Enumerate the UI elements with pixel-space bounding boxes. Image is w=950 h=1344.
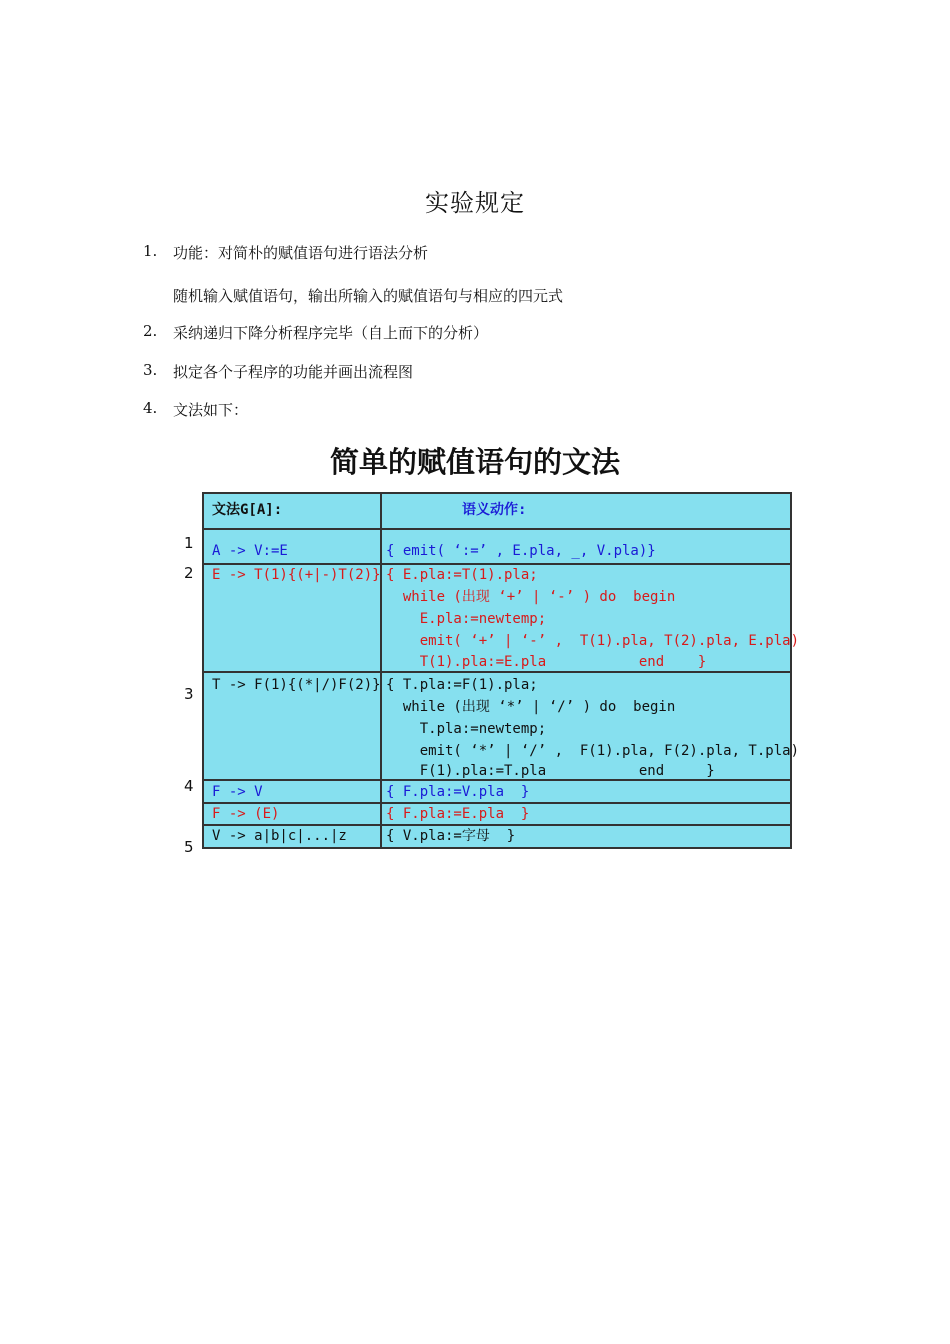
grammar-table (202, 492, 800, 849)
rule-number: 4 (184, 777, 194, 795)
list-item (143, 399, 249, 419)
list-text: 采纳递归下降分析程序完毕（自上而下的分析） (173, 324, 489, 342)
semantic-action-line: { E.pla:=T(1).pla; (386, 567, 538, 583)
header-grammar: 文法G[A]: (212, 502, 283, 518)
list-number: 2. (143, 322, 158, 340)
grammar-rule: A -> V:=E (212, 543, 288, 559)
rule-number: 2 (184, 564, 194, 582)
list-number: 4. (143, 399, 158, 417)
row-divider (204, 528, 790, 530)
rule-number: 3 (184, 685, 194, 703)
grammar-title: 简单的赋值语句的文法 (329, 445, 620, 479)
grammar-rule: F -> (E) (212, 806, 280, 822)
rule-number: 1 (184, 534, 194, 552)
list-item (143, 242, 429, 262)
semantic-action-line: emit( ‘+’ | ‘-’ , T(1).pla, T(2).pla, E.pla) (386, 633, 800, 649)
list-text: 拟定各个子程序的功能并画出流程图 (173, 363, 414, 381)
list-item (143, 361, 414, 381)
semantic-action-line: while (出现 ‘*’ | ‘/’ ) do begin (386, 699, 676, 715)
semantic-action-line: { V.pla:=字母 } (386, 828, 516, 844)
list-text: 功能：对简朴的赋值语句进行语法分析 (173, 244, 429, 262)
grammar-rule: T -> F(1){(*|/)F(2)} (212, 677, 381, 693)
semantic-action-line: { emit( ‘:=’ , E.pla, _, V.pla)} (386, 543, 656, 559)
semantic-action-line: F(1).pla:=T.pla end } (386, 763, 715, 779)
list-number: 3. (143, 361, 158, 379)
list-text: 文法如下： (173, 401, 249, 419)
semantic-action-line: T.pla:=newtemp; (386, 721, 547, 737)
semantic-action-line: T(1).pla:=E.pla end } (386, 654, 707, 670)
semantic-action-line: E.pla:=newtemp; (386, 611, 547, 627)
semantic-action-line: { T.pla:=F(1).pla; (386, 677, 538, 693)
semantic-action-line: { F.pla:=E.pla } (386, 806, 530, 822)
list-item (143, 322, 489, 342)
list-text: 随机输入赋值语句，输出所输入的赋值语句与相应的四元式 (173, 287, 564, 305)
list-number: 1. (143, 242, 158, 260)
grammar-rule: F -> V (212, 784, 263, 800)
grammar-rule: E -> T(1){(+|-)T(2)} (212, 567, 381, 583)
list-item (143, 285, 564, 305)
document-title: 实验规定 (425, 189, 525, 217)
rule-number: 5 (184, 838, 194, 856)
header-action: 语义动作: (462, 502, 527, 518)
semantic-action-line: emit( ‘*’ | ‘/’ , F(1).pla, F(2).pla, T.pla) (386, 743, 800, 759)
semantic-action-line: while (出现 ‘+’ | ‘-’ ) do begin (386, 589, 676, 605)
semantic-action-line: { F.pla:=V.pla } (386, 784, 530, 800)
grammar-rule: V -> a|b|c|...|z (212, 828, 347, 844)
